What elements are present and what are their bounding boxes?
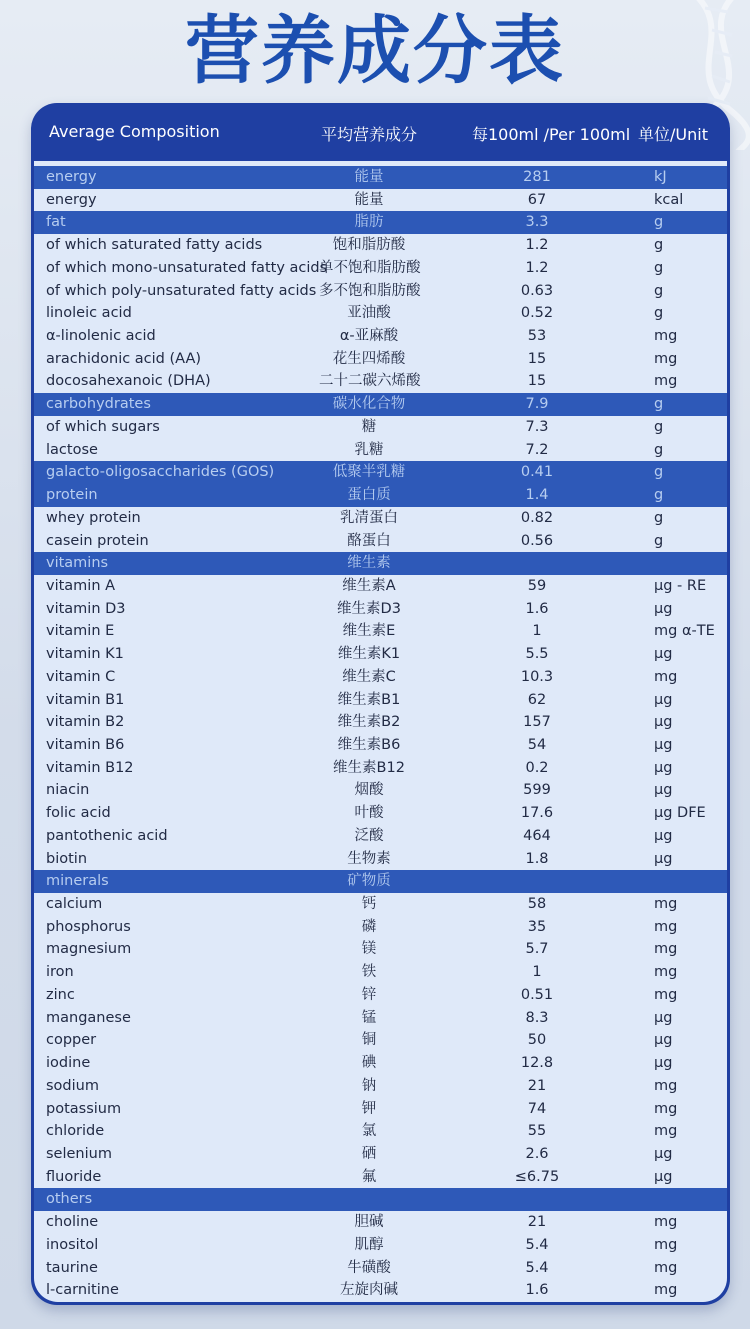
nutrient-name-zh: 叶酸 — [354, 805, 384, 822]
table-row — [34, 189, 727, 212]
nutrient-value: 15 — [527, 350, 547, 367]
table-row — [34, 325, 727, 348]
nutrient-unit: μg — [654, 737, 673, 753]
nutrient-value: 0.63 — [520, 282, 554, 299]
table-row — [34, 779, 727, 802]
table-row — [34, 530, 727, 553]
nutrient-value: 21 — [527, 1077, 547, 1094]
nutrient-unit: mg — [654, 1100, 678, 1117]
nutrient-name-zh: 铁 — [361, 964, 377, 981]
table-row — [34, 757, 727, 780]
nutrient-value: 10.3 — [520, 668, 554, 685]
nutrient-name-zh: 花生四烯酸 — [332, 350, 406, 367]
category-row — [34, 461, 727, 484]
table-row — [34, 666, 727, 689]
nutrient-value: 1.2 — [525, 237, 549, 254]
nutrient-unit: g — [654, 305, 664, 322]
nutrient-name-zh: 氯 — [361, 1123, 377, 1140]
nutrient-value: 74 — [527, 1100, 547, 1117]
nutrient-name: vitamin B2 — [46, 714, 125, 731]
table-row — [34, 507, 727, 530]
nutrient-value: 1.2 — [525, 259, 549, 276]
table-row — [34, 370, 727, 393]
table-row — [34, 439, 727, 462]
table-row — [34, 1211, 727, 1234]
nutrient-unit: g — [654, 214, 664, 231]
nutrient-unit: μg — [654, 827, 673, 844]
nutrient-unit: mg — [654, 941, 678, 958]
nutrient-unit: mg — [654, 328, 678, 345]
table-row — [34, 1120, 727, 1143]
nutrient-name-zh: 亚油酸 — [347, 305, 391, 322]
nutrient-name: energy — [46, 169, 97, 185]
nutrient-name-zh: 蛋白质 — [347, 487, 391, 504]
table-row — [34, 916, 727, 939]
table-row — [34, 1098, 727, 1121]
nutrient-unit: mg — [654, 350, 678, 367]
nutrient-name: α-linolenic acid — [46, 328, 156, 345]
nutrient-name-zh: 饱和脂肪酸 — [332, 237, 406, 254]
nutrient-name: manganese — [46, 1009, 131, 1026]
nutrient-name-zh: 镁 — [361, 941, 377, 958]
nutrient-name-zh: 维生素B6 — [337, 737, 401, 753]
nutrient-name: vitamin K1 — [46, 646, 124, 663]
nutrient-name-zh: 钠 — [361, 1077, 377, 1094]
nutrient-name-zh: 维生素D3 — [337, 600, 401, 617]
nutrient-name-zh: 钙 — [361, 896, 377, 913]
nutrient-name: vitamin B12 — [46, 759, 134, 776]
nutrient-name: fluoride — [46, 1168, 102, 1185]
nutrient-unit: g — [654, 487, 664, 504]
nutrient-name: biotin — [46, 850, 88, 867]
table-row — [34, 848, 727, 871]
nutrient-unit: mg — [654, 918, 678, 935]
nutrient-unit: mg — [654, 964, 678, 981]
category-row — [34, 393, 727, 416]
nutrient-name-zh: 矿物质 — [347, 873, 391, 890]
nutrient-name-zh: 维生素E — [342, 623, 396, 640]
nutrient-unit: mg α-TE — [654, 623, 715, 640]
nutrient-unit: mg — [654, 1077, 678, 1094]
nutrient-unit: kcal — [654, 191, 684, 208]
nutrient-value: 0.82 — [520, 509, 554, 526]
nutrient-unit: μg DFE — [654, 805, 706, 822]
nutrient-name: of which poly-unsaturated fatty acids — [46, 282, 317, 299]
nutrient-name: calcium — [46, 896, 103, 913]
nutrient-name-zh: 维生素B2 — [337, 714, 401, 731]
nutrient-value: 157 — [523, 714, 551, 731]
nutrient-name-zh: 维生素 — [347, 555, 391, 572]
nutrient-name: protein — [46, 487, 98, 504]
nutrient-name-zh: 锌 — [361, 986, 377, 1003]
nutrient-value: 0.56 — [520, 532, 554, 549]
nutrient-value: 599 — [523, 782, 551, 799]
nutrient-name-zh: 能量 — [354, 191, 384, 208]
nutrient-name: vitamin C — [46, 668, 116, 685]
table-row — [34, 416, 727, 439]
table-row — [34, 234, 727, 257]
table-row — [34, 280, 727, 303]
table-row — [34, 711, 727, 734]
nutrient-name: vitamin B1 — [46, 691, 125, 708]
nutrient-name-zh: 低聚半乳糖 — [332, 464, 406, 481]
table-row — [34, 1279, 727, 1302]
header-chinese-name: 平均营养成分 — [321, 125, 418, 144]
nutrient-name: casein protein — [46, 532, 149, 549]
nutrient-name: choline — [46, 1214, 99, 1231]
nutrient-name: carbohydrates — [46, 396, 151, 413]
nutrient-name: copper — [46, 1032, 97, 1049]
nutrient-name-zh: 氟 — [361, 1168, 377, 1185]
nutrient-unit: g — [654, 464, 664, 481]
nutrient-value: 1 — [532, 623, 542, 640]
nutrient-value: ≤6.75 — [514, 1168, 560, 1185]
nutrient-name-zh: 维生素K1 — [337, 646, 401, 663]
nutrient-name-zh: α-亚麻酸 — [339, 328, 399, 345]
nutrient-name-zh: 胆碱 — [354, 1214, 384, 1231]
nutrient-name: of which mono-unsaturated fatty acids — [46, 259, 328, 276]
nutrient-name-zh: 碳水化合物 — [332, 396, 406, 413]
nutrient-value: 35 — [527, 918, 547, 935]
nutrient-unit: mg — [654, 1236, 678, 1253]
nutrient-unit: kJ — [654, 169, 667, 185]
nutrient-value: 0.41 — [520, 464, 554, 481]
table-row — [34, 302, 727, 325]
table-row — [34, 1143, 727, 1166]
nutrient-name: others — [46, 1191, 93, 1208]
table-row — [34, 689, 727, 712]
table-row — [34, 1029, 727, 1052]
table-row — [34, 734, 727, 757]
nutrient-value: 5.4 — [525, 1236, 549, 1253]
nutrient-name-zh: 左旋肉碱 — [340, 1282, 398, 1299]
nutrient-value: 1.8 — [525, 850, 549, 867]
table-row — [34, 961, 727, 984]
nutrient-name-zh: 泛酸 — [354, 827, 384, 844]
nutrient-value: 3.3 — [525, 214, 549, 231]
nutrient-unit: μg — [654, 1145, 673, 1162]
nutrient-name: phosphorus — [46, 918, 131, 935]
nutrient-unit: mg — [654, 1214, 678, 1231]
nutrient-name-zh: 维生素A — [342, 577, 396, 594]
table-row — [34, 348, 727, 371]
nutrient-value: 67 — [527, 191, 547, 208]
nutrient-unit: g — [654, 396, 664, 413]
nutrient-unit: g — [654, 259, 664, 276]
nutrient-name-zh: 生物素 — [347, 850, 391, 867]
nutrient-value: 281 — [523, 169, 551, 185]
nutrient-value: 55 — [527, 1123, 547, 1140]
nutrient-name: vitamin E — [46, 623, 115, 640]
nutrient-name-zh: 钾 — [361, 1100, 377, 1117]
nutrient-value: 1.4 — [525, 487, 549, 504]
nutrient-name: l-carnitine — [46, 1282, 119, 1299]
nutrient-name: taurine — [46, 1259, 98, 1276]
nutrient-name-zh: 磷 — [361, 918, 377, 935]
nutrient-value: 1.6 — [525, 1282, 549, 1299]
nutrient-value: 58 — [527, 896, 547, 913]
nutrient-name: vitamin A — [46, 577, 116, 594]
nutrient-value: 7.2 — [525, 441, 549, 458]
table-header — [31, 103, 730, 161]
nutrient-value: 2.6 — [525, 1145, 549, 1162]
nutrient-name-zh: 肌醇 — [354, 1236, 384, 1253]
nutrient-value: 53 — [527, 328, 547, 345]
category-row — [34, 484, 727, 507]
nutrient-name: arachidonic acid (AA) — [46, 350, 202, 367]
nutrient-name-zh: 锰 — [361, 1009, 377, 1026]
nutrient-unit: g — [654, 237, 664, 254]
nutrient-value: 17.6 — [520, 805, 554, 822]
nutrient-unit: mg — [654, 986, 678, 1003]
nutrient-name: lactose — [46, 441, 98, 458]
nutrient-value: 1.6 — [525, 600, 549, 617]
page-title: 营养成分表 — [185, 8, 565, 94]
nutrient-value: 21 — [527, 1214, 547, 1231]
nutrient-name: galacto-oligosaccharides (GOS) — [46, 464, 275, 481]
nutrient-value: 7.9 — [525, 396, 549, 413]
nutrient-name: pantothenic acid — [46, 827, 168, 844]
nutrient-name: minerals — [46, 873, 109, 890]
header-unit: 单位/Unit — [638, 125, 708, 144]
nutrient-name: selenium — [46, 1145, 112, 1162]
table-row — [34, 1007, 727, 1030]
nutrient-name: of which saturated fatty acids — [46, 237, 263, 254]
nutrient-name-zh: 乳糖 — [354, 441, 384, 458]
table-row — [34, 802, 727, 825]
table-row — [34, 984, 727, 1007]
nutrient-name: vitamin B6 — [46, 737, 125, 753]
table-row — [34, 620, 727, 643]
nutrient-unit: mg — [654, 896, 678, 913]
table-row — [34, 1234, 727, 1257]
table-row — [34, 825, 727, 848]
nutrient-name: of which sugars — [46, 418, 160, 435]
nutrient-name: potassium — [46, 1100, 122, 1117]
nutrient-value: 0.51 — [520, 986, 554, 1003]
nutrient-unit: μg — [654, 1009, 673, 1026]
category-row — [34, 166, 727, 189]
table-row — [34, 893, 727, 916]
nutrient-value: 1 — [532, 964, 542, 981]
table-row — [34, 575, 727, 598]
nutrient-unit: μg — [654, 600, 673, 617]
table-body — [34, 161, 727, 1302]
nutrient-unit: mg — [654, 668, 678, 685]
nutrient-name-zh: 二十二碳六烯酸 — [319, 373, 421, 390]
nutrient-value: 0.52 — [520, 305, 554, 322]
nutrient-unit: μg — [654, 1168, 673, 1185]
nutrient-name: vitamin D3 — [46, 600, 126, 617]
nutrient-name-zh: 单不饱和脂肪酸 — [319, 259, 421, 276]
nutrient-name: chloride — [46, 1123, 105, 1140]
category-row — [34, 552, 727, 575]
nutrient-value: 8.3 — [525, 1009, 549, 1026]
nutrient-unit: g — [654, 509, 664, 526]
nutrient-value: 62 — [527, 691, 547, 708]
nutrient-name-zh: 铜 — [361, 1032, 377, 1049]
nutrient-name-zh: 烟酸 — [354, 782, 384, 799]
nutrient-value: 5.7 — [525, 941, 549, 958]
nutrient-name: inositol — [46, 1236, 99, 1253]
table-row — [34, 643, 727, 666]
nutrient-name: vitamins — [46, 555, 109, 572]
nutrient-unit: μg — [654, 759, 673, 776]
nutrient-unit: μg — [654, 646, 673, 663]
nutrient-unit: μg — [654, 1032, 673, 1049]
nutrient-value: 5.5 — [525, 646, 549, 663]
nutrient-name-zh: 乳清蛋白 — [340, 509, 398, 526]
table-row — [34, 1166, 727, 1189]
nutrient-value: 0.2 — [525, 759, 549, 776]
nutrient-unit: μg — [654, 850, 673, 867]
nutrient-unit: g — [654, 441, 664, 458]
nutrient-name-zh: 多不饱和脂肪酸 — [319, 282, 421, 299]
nutrient-name: folic acid — [46, 805, 111, 822]
nutrient-name: magnesium — [46, 941, 132, 958]
category-row — [34, 1188, 727, 1211]
nutrient-unit: g — [654, 418, 664, 435]
nutrient-name-zh: 酪蛋白 — [347, 532, 391, 549]
nutrient-name-zh: 维生素C — [342, 668, 396, 685]
nutrient-unit: μg — [654, 782, 673, 799]
nutrient-unit: μg — [654, 691, 673, 708]
nutrient-unit: mg — [654, 1259, 678, 1276]
nutrient-value: 12.8 — [520, 1055, 554, 1072]
nutrient-name-zh: 牛磺酸 — [347, 1259, 391, 1276]
nutrient-name-zh: 碘 — [361, 1055, 377, 1072]
table-row — [34, 1052, 727, 1075]
nutrient-name: whey protein — [46, 509, 141, 526]
nutrient-name: niacin — [46, 782, 90, 799]
nutrient-unit: μg - RE — [654, 577, 707, 594]
table-row — [34, 1257, 727, 1280]
nutrient-value: 7.3 — [525, 418, 549, 435]
table-row — [34, 1075, 727, 1098]
nutrition-table — [31, 103, 730, 1305]
nutrient-value: 54 — [527, 737, 547, 753]
table-row — [34, 257, 727, 280]
nutrient-unit: mg — [654, 373, 678, 390]
nutrient-name: zinc — [46, 986, 75, 1003]
nutrient-name: iron — [46, 964, 74, 981]
category-row — [34, 211, 727, 234]
header-per-100ml: 每100ml /Per 100ml — [472, 125, 631, 144]
nutrient-unit: mg — [654, 1282, 678, 1299]
nutrient-name-zh: 脂肪 — [354, 214, 384, 231]
nutrient-unit: μg — [654, 1055, 673, 1072]
nutrient-value: 15 — [527, 373, 547, 390]
nutrient-name-zh: 能量 — [354, 169, 384, 185]
nutrient-name: fat — [46, 214, 66, 231]
nutrient-unit: g — [654, 532, 664, 549]
nutrient-name: docosahexanoic (DHA) — [46, 373, 211, 390]
nutrient-value: 59 — [527, 577, 547, 594]
nutrient-unit: g — [654, 282, 664, 299]
nutrient-value: 5.4 — [525, 1259, 549, 1276]
nutrient-unit: mg — [654, 1123, 678, 1140]
nutrient-name-zh: 糖 — [361, 418, 377, 435]
nutrient-name-zh: 维生素B12 — [333, 759, 405, 776]
nutrient-unit: μg — [654, 714, 673, 731]
nutrient-name: energy — [46, 191, 97, 208]
nutrient-name: iodine — [46, 1055, 91, 1072]
nutrient-name-zh: 硒 — [361, 1145, 377, 1162]
nutrient-value: 50 — [527, 1032, 547, 1049]
nutrient-value: 464 — [523, 827, 551, 844]
nutrient-name: sodium — [46, 1077, 99, 1094]
category-row — [34, 870, 727, 893]
table-row — [34, 598, 727, 621]
header-average-composition: Average Composition — [49, 122, 220, 141]
table-row — [34, 938, 727, 961]
nutrient-name: linoleic acid — [46, 305, 132, 322]
nutrient-name-zh: 维生素B1 — [337, 691, 401, 708]
